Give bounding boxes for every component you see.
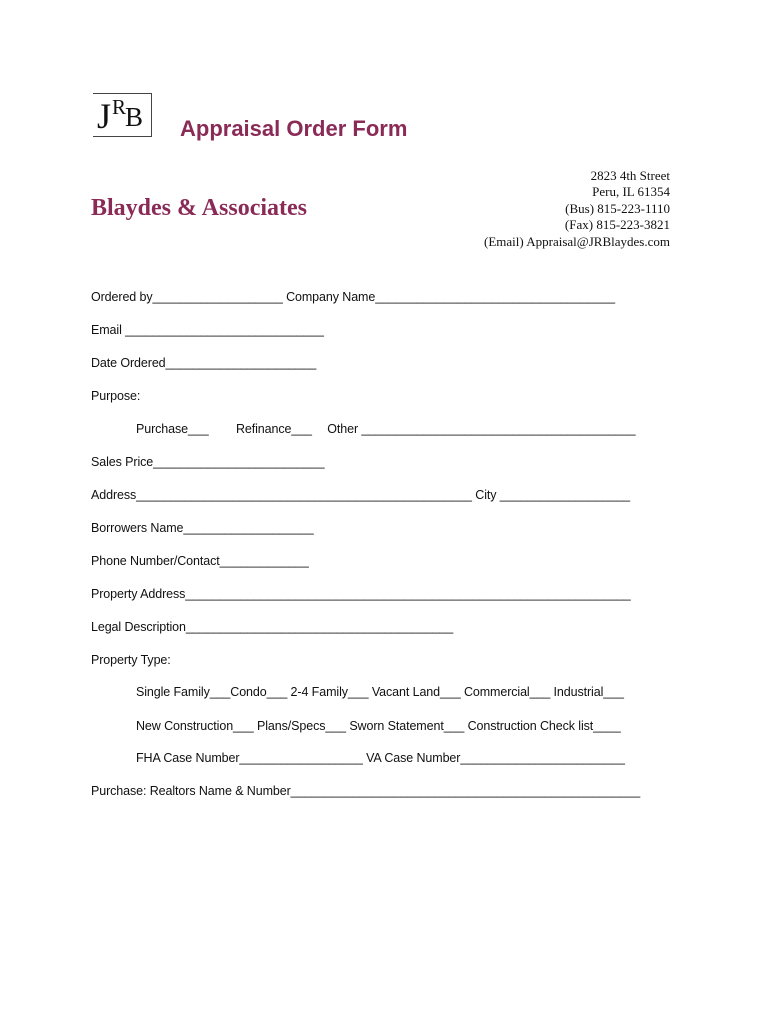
purpose-options-row	[136, 422, 636, 436]
company-name-field[interactable]: Company Name___________________________________	[286, 290, 616, 304]
va-case-number-field[interactable]: VA Case Number________________________	[366, 751, 625, 765]
jrb-logo	[93, 93, 152, 137]
address-email: (Email) Appraisal@JRBlaydes.com	[484, 233, 670, 249]
logo-letter-b: B	[125, 102, 144, 132]
single-family-option[interactable]: Single Family___	[136, 685, 231, 699]
sales-price-field[interactable]: Sales Price_________________________	[91, 455, 325, 469]
new-construction-option[interactable]: New Construction___	[136, 719, 254, 733]
address-row	[91, 488, 630, 502]
case-number-row	[136, 751, 625, 765]
ordered-by-row	[91, 290, 615, 304]
property-address-field[interactable]: Property Address_________________________________________________________________	[91, 587, 631, 601]
email-field[interactable]: Email _____________________________	[91, 323, 324, 337]
realtors-name-field[interactable]: Purchase: Realtors Name & Number___________________________________________________	[91, 784, 641, 798]
ordered-by-field[interactable]: Ordered by___________________	[91, 290, 283, 304]
phone-contact-field[interactable]: Phone Number/Contact_____________	[91, 554, 309, 568]
form-title: Appraisal Order Form	[180, 116, 408, 141]
refinance-option[interactable]: Refinance___	[235, 422, 312, 436]
two-four-family-option[interactable]: 2-4 Family___	[290, 685, 369, 699]
condo-option[interactable]: Condo___	[230, 685, 288, 699]
construction-checklist-option[interactable]: Construction Check list____	[467, 719, 621, 733]
company-name: Blaydes & Associates	[91, 195, 307, 221]
industrial-option[interactable]: Industrial___	[553, 685, 624, 699]
logo-letter-r: R	[112, 95, 127, 119]
address-bus-phone: (Bus) 815-223-1110	[565, 200, 670, 216]
property-type-row-2	[136, 719, 621, 733]
purchase-option[interactable]: Purchase___	[136, 422, 209, 436]
commercial-option[interactable]: Commercial___	[463, 685, 551, 699]
plans-specs-option[interactable]: Plans/Specs___	[256, 719, 346, 733]
address-fax: (Fax) 815-223-3821	[564, 217, 670, 233]
purpose-label: Purpose:	[91, 389, 141, 403]
company-address	[484, 168, 670, 250]
other-option[interactable]: Other ________________________________________	[327, 422, 636, 436]
address-field[interactable]: Address_________________________________________________	[91, 488, 472, 502]
logo-letter-j: J	[97, 96, 112, 136]
address-street: 2823 4th Street	[590, 168, 670, 183]
date-ordered-field[interactable]: Date Ordered______________________	[91, 356, 317, 370]
address-city: Peru, IL 61354	[592, 184, 670, 200]
legal-description-field[interactable]: Legal Description_______________________________________	[91, 620, 454, 634]
vacant-land-option[interactable]: Vacant Land___	[371, 685, 461, 699]
sworn-statement-option[interactable]: Sworn Statement___	[349, 719, 465, 733]
property-type-label: Property Type:	[91, 653, 171, 667]
borrowers-name-field[interactable]: Borrowers Name___________________	[91, 521, 314, 535]
city-field[interactable]: City ___________________	[475, 488, 630, 502]
fha-case-number-field[interactable]: FHA Case Number__________________	[136, 751, 363, 765]
property-type-row-1	[136, 685, 624, 699]
